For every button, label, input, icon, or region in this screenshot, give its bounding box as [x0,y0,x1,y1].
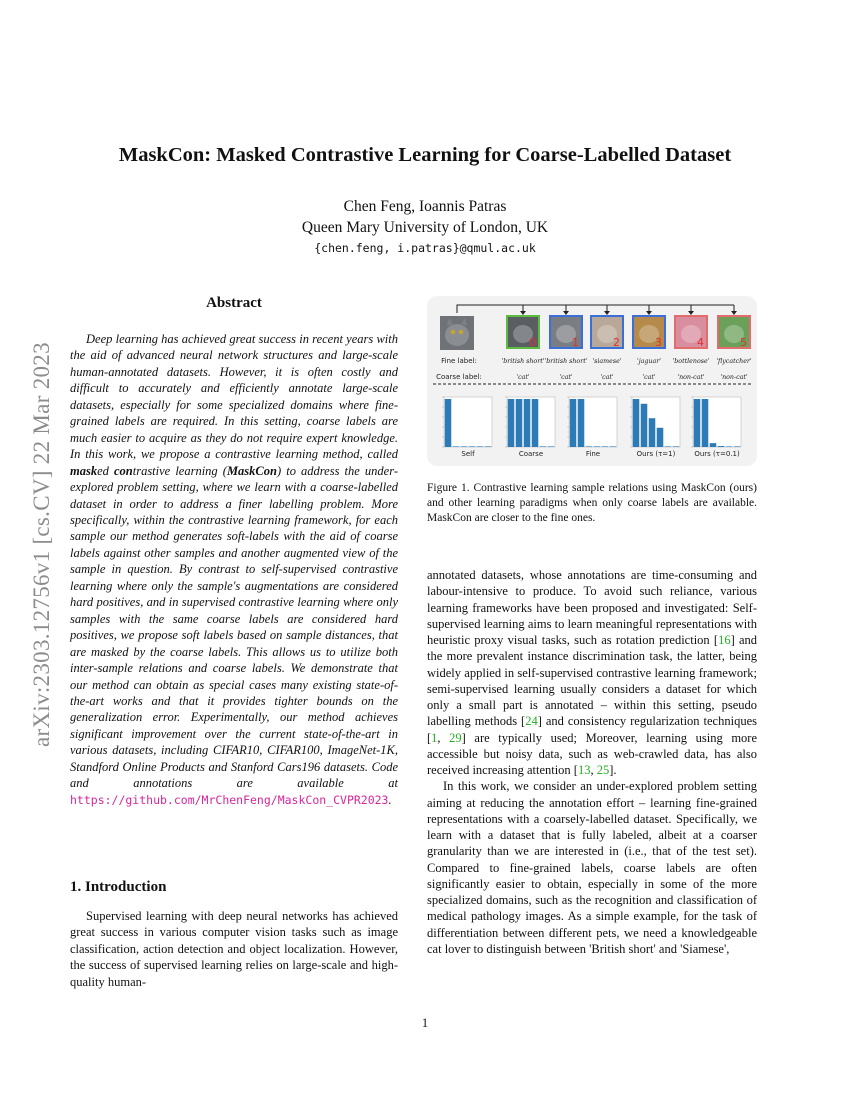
abstract-text: Deep learning has achieved great success in recent years with the aid of advanced neural network structures and large-scale human-annotated datasets. However, it is often costly and difficult to accurately and efficiently annotate large-scale datasets, especially for some specialized domains where fine-grained labels are required. In this setting, coarse labels are much easier to acquire as they do not require expert knowledge. In this work, we propose a contrastive learning method, called masked contrastive learning (MaskCon) to address the under-explored problem setting, where we learn with a coarse-labelled dataset in order to address a finer labelling problem. More specifically, within the contrastive learning framework, for each sample our method generates soft-labels with the aid of coarse labels against other samples and another augmented view of the sample in question. By contrast to self-supervised contrastive learning where only the sample's augmentations are considered hard positives, and in supervised contrastive learning where only samples with the same coarse labels are considered hard positives, we propose soft labels based on sample distances, that are masked by the coarse labels. This allows us to utilize both inter-sample relations and coarse labels. We demonstrate that our method can obtain as special cases many existing state-of-the-art works and that it provides tighter bounds on the generalization error. Experimentally, our method achieves significant improvement over the current state-of-the-art in various datasets, including CIFAR10, CIFAR100, ImageNet-1K, Standford Online Products and Stanford Cars196 datasets. Code and annotations are available at https://github.com/MrChenFeng/MaskCon_CVPR2023. [70,332,398,807]
fine-label-0: 'british short' [501,358,545,365]
paper-title: MaskCon: Masked Contrastive Learning for Coarse-Labelled Dataset [118,144,732,166]
chart-3-bar-3 [657,428,664,447]
chart-1-bar-3 [532,399,539,447]
chart-1 [505,397,555,458]
chart-title-2: Fine [585,450,601,458]
code-link[interactable]: https://github.com/MrChenFeng/MaskCon_CVPR2023 [70,792,389,807]
chart-2-bar-1 [578,399,585,447]
arxiv-watermark: arXiv:2303.12756v1 [cs.CV] 22 Mar 2023 [29,342,54,747]
chart-2-bar-2 [586,446,593,447]
coarse-label-5: 'non-cat' [720,374,748,381]
sample-badge-3: 3 [655,336,662,349]
sample-image-1 [550,316,582,349]
chart-0-bar-5 [485,446,492,447]
chart-4-bar-0 [694,399,701,447]
chart-3-bar-4 [665,446,672,447]
chart-4-bar-2 [710,443,717,447]
chart-3-bar-2 [649,418,656,447]
right-column-text [427,567,757,957]
chart-4-bar-5 [734,446,741,447]
sample-image-2 [591,316,623,349]
chart-title-4: Ours (τ=0.1) [694,450,740,458]
page-number: 1 [421,1016,429,1030]
chart-0 [442,397,492,458]
chart-3 [630,397,680,458]
chart-4-bar-1 [702,399,709,447]
citation-16[interactable]: 16 [718,633,731,647]
sample-badge-5: 5 [740,336,747,349]
paragraph-1: annotated datasets, whose annotations are time-consuming and labour-intensive to produce. To avoid such reliance, various learning frameworks have been proposed and investigated: Self-supervised learning aims to learn meaningful representations with heuristic proxy visual tasks, such as rotation prediction [16] and the more prevalent instance discrimination task, the latter, being widely applied in self-supervised contrastive learning framework; semi-supervised learning usually considers a dataset for which only a small part is annotated – within this setting, pseudo labelling methods [24] and consistency regularization techniques [1, 29] are typically used; Moreover, learning using more accessible but noisy data, such as web-crawled data, has also received increasing attention [13, 25]. [427,568,758,777]
sample-badge-1: 1 [572,336,579,349]
citation-25[interactable]: 25 [596,763,610,777]
coarse-label-title: Coarse label: [436,373,482,381]
chart-2-bar-0 [570,399,577,447]
sample-image-3 [633,316,665,349]
sample-image-4 [675,316,707,349]
sample-badge-0: 0 [529,336,536,349]
intro-text: Supervised learning with deep neural networks has achieved great success in various computer vision tasks such as image classification, action detection and object localization. However, the success of supervised learning relies on large-scale and high-quality human- [70,909,398,989]
chart-0-bar-0 [445,399,452,447]
chart-2 [567,397,617,458]
authors: Chen Feng, Ioannis Patras [343,198,507,215]
chart-4-bar-4 [726,446,733,447]
citation-29[interactable]: 29 [449,730,462,745]
chart-1-bar-4 [540,446,547,447]
fine-label-1: 'british short' [544,358,588,365]
chart-1-bar-2 [524,399,531,447]
chart-1-bar-5 [548,446,555,447]
chart-1-bar-0 [508,399,515,447]
abstract-heading: Abstract [206,295,262,311]
chart-title-3: Ours (τ=1) [636,450,676,458]
affiliation: Queen Mary University of London, UK [301,219,549,236]
coarse-label-2: 'cat' [600,374,614,381]
sample-image-5 [718,316,750,349]
figure-caption: Figure 1. Contrastive learning sample relations using MaskCon (ours) and other learning paradigms when only coarse labels are available. MaskCon are closer to the fine ones. [427,482,757,524]
sample-badge-4: 4 [697,336,704,349]
email: {chen.feng, i.patras}@qmul.ac.uk [314,241,536,255]
chart-2-bar-3 [594,446,601,447]
paragraph-2: In this work, we consider an under-explored problem setting aiming at reducing the annotation effort – learning fine-grained representations with a coarsely-labelled dataset. Specifically, we learn with a dataset that is fully labeled, albeit at a coarser granularity than we are interested in (i.e., that of the test set). Compared to fine-grained labels, coarse labels are often significantly easier to obtain, especially in some of the more specialized domains, such as the recognition and classification of medical pathology images. As a simple example, for the task of differentiation between different pets, we need a knowledgeable cat lover to distinguish between 'British short' and 'Siamese', [427,779,757,956]
chart-0-bar-3 [469,446,476,447]
coarse-label-4: 'non-cat' [677,374,705,381]
coarse-label-0: 'cat' [516,374,530,381]
chart-3-bar-1 [641,404,648,447]
chart-2-bar-5 [610,446,617,447]
chart-2-bar-4 [602,446,609,447]
citation-1[interactable]: 1 [431,730,438,745]
chart-0-bar-4 [477,446,484,447]
figure-graphic [427,296,757,466]
coarse-label-1: 'cat' [559,374,573,381]
fine-label-4: 'bottlenose' [672,358,710,365]
coarse-label-3: 'cat' [642,374,656,381]
chart-3-bar-0 [633,399,640,447]
sample-image-0 [507,316,539,349]
citation-24[interactable]: 24 [525,714,538,729]
citation-13[interactable]: 13 [577,763,591,777]
intro-heading: 1. Introduction [70,879,167,895]
chart-0-bar-2 [461,446,468,447]
figure-1 [427,296,757,466]
fine-label-title: Fine label: [441,357,477,365]
chart-1-bar-1 [516,399,523,447]
chart-4 [691,397,741,458]
fine-label-5: 'flycatcher' [716,358,752,365]
chart-0-bar-1 [453,446,460,447]
chart-title-0: Self [461,450,475,458]
chart-3-bar-5 [673,446,680,447]
fine-label-3: 'jaguar' [636,358,662,365]
chart-title-1: Coarse [518,450,544,458]
fine-label-2: 'siamese' [592,358,622,365]
chart-4-bar-3 [718,446,725,447]
sample-badge-2: 2 [613,336,620,349]
